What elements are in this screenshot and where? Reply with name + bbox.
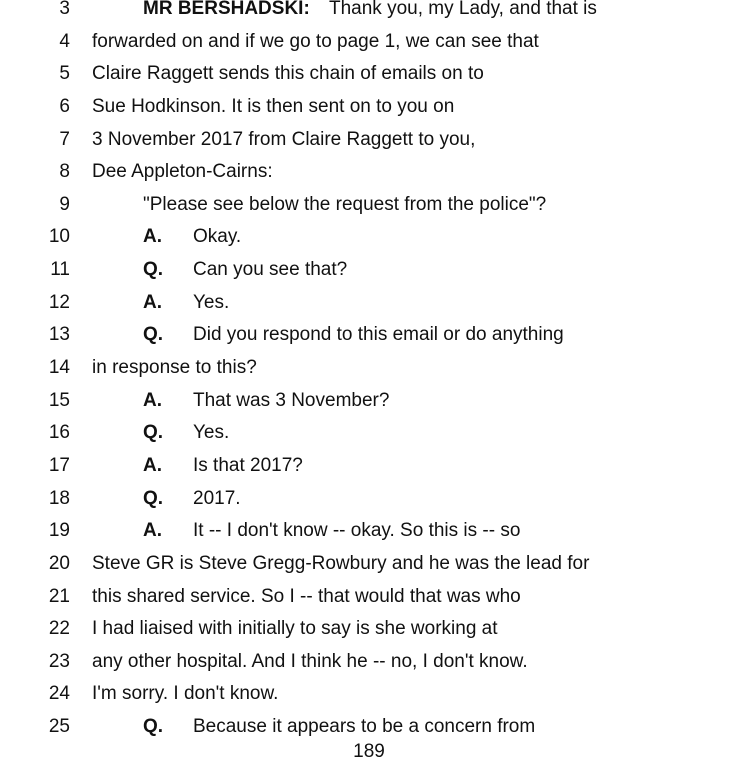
qa-marker: Q. <box>143 422 164 444</box>
line-text: Did you respond to this email or do anything <box>193 324 564 346</box>
line-text: Yes. <box>193 422 230 444</box>
line-text: "Please see below the request from the police"? <box>143 193 547 215</box>
line-text: 3 November 2017 from Claire Raggett to you, <box>92 128 476 150</box>
speaker-name: MR BERSHADSKI: <box>143 0 310 19</box>
line-number: 13 <box>48 324 70 346</box>
line-number: 16 <box>48 422 70 444</box>
line-text: Okay. <box>193 226 242 248</box>
line-number: 11 <box>50 259 70 281</box>
transcript-line <box>0 352 738 385</box>
transcript-line <box>0 450 738 483</box>
transcript-line <box>0 646 738 679</box>
transcript-line <box>0 58 738 91</box>
qa-marker: A. <box>143 520 162 542</box>
transcript-line <box>0 91 738 124</box>
transcript-line <box>0 483 738 516</box>
qa-marker: Q. <box>143 324 164 346</box>
transcript-line <box>0 156 738 189</box>
line-text: in response to this? <box>92 357 257 379</box>
line-number: 14 <box>48 357 70 379</box>
line-text: It -- I don't know -- okay. So this is -- so <box>193 520 521 542</box>
qa-marker: A. <box>143 454 162 476</box>
qa-marker: Q. <box>143 487 164 509</box>
line-text: I'm sorry. I don't know. <box>92 683 279 705</box>
transcript-line <box>0 711 738 744</box>
transcript-line <box>0 385 738 418</box>
qa-marker: Q. <box>143 716 164 738</box>
qa-marker: A. <box>143 389 162 411</box>
transcript-line <box>0 0 738 26</box>
transcript-line <box>0 189 738 222</box>
transcript-line <box>0 221 738 254</box>
transcript-line <box>0 581 738 614</box>
line-text: Steve GR is Steve Gregg-Rowbury and he was the lead for <box>92 552 590 574</box>
line-text: That was 3 November? <box>193 389 390 411</box>
line-text: Yes. <box>193 291 230 313</box>
transcript-line <box>0 319 738 352</box>
line-text: Dee Appleton-Cairns: <box>92 161 273 183</box>
transcript-line <box>0 254 738 287</box>
line-number: 5 <box>59 63 70 85</box>
line-number: 12 <box>48 291 70 313</box>
line-number: 10 <box>48 226 70 248</box>
line-number: 21 <box>48 585 70 607</box>
transcript-line <box>0 613 738 646</box>
line-text: Can you see that? <box>193 259 348 281</box>
transcript-line <box>0 515 738 548</box>
line-number: 9 <box>59 193 70 215</box>
line-number: 3 <box>59 0 70 19</box>
line-number: 18 <box>48 487 70 509</box>
line-number: 24 <box>48 683 70 705</box>
transcript-line <box>0 548 738 581</box>
transcript-line <box>0 287 738 320</box>
line-text: Is that 2017? <box>193 454 303 476</box>
line-number: 19 <box>48 520 70 542</box>
qa-marker: Q. <box>143 259 164 281</box>
line-text: Thank you, my Lady, and that is <box>329 0 597 19</box>
transcript-line <box>0 417 738 450</box>
line-text: any other hospital. And I think he -- no, I don't know. <box>92 650 528 672</box>
line-text: 2017. <box>193 487 241 509</box>
line-text: Because it appears to be a concern from <box>193 716 536 738</box>
line-number: 23 <box>48 650 70 672</box>
line-number: 15 <box>48 389 70 411</box>
line-number: 20 <box>48 552 70 574</box>
qa-marker: A. <box>143 226 162 248</box>
line-number: 25 <box>48 716 70 738</box>
qa-marker: A. <box>143 291 162 313</box>
line-text: this shared service. So I -- that would that was who <box>92 585 521 607</box>
line-number: 4 <box>59 30 70 52</box>
line-number: 7 <box>59 128 70 150</box>
line-text: Claire Raggett sends this chain of emails on to <box>92 63 484 85</box>
transcript-line <box>0 26 738 59</box>
transcript-line <box>0 124 738 157</box>
line-text: Sue Hodkinson. It is then sent on to you on <box>92 95 455 117</box>
line-text: I had liaised with initially to say is she working at <box>92 618 498 640</box>
line-number: 22 <box>48 618 70 640</box>
page-number: 189 <box>353 741 385 762</box>
line-number: 17 <box>48 454 70 476</box>
line-number: 8 <box>59 161 70 183</box>
line-number: 6 <box>59 95 70 117</box>
transcript-line <box>0 678 738 711</box>
line-text: forwarded on and if we go to page 1, we can see that <box>92 30 539 52</box>
